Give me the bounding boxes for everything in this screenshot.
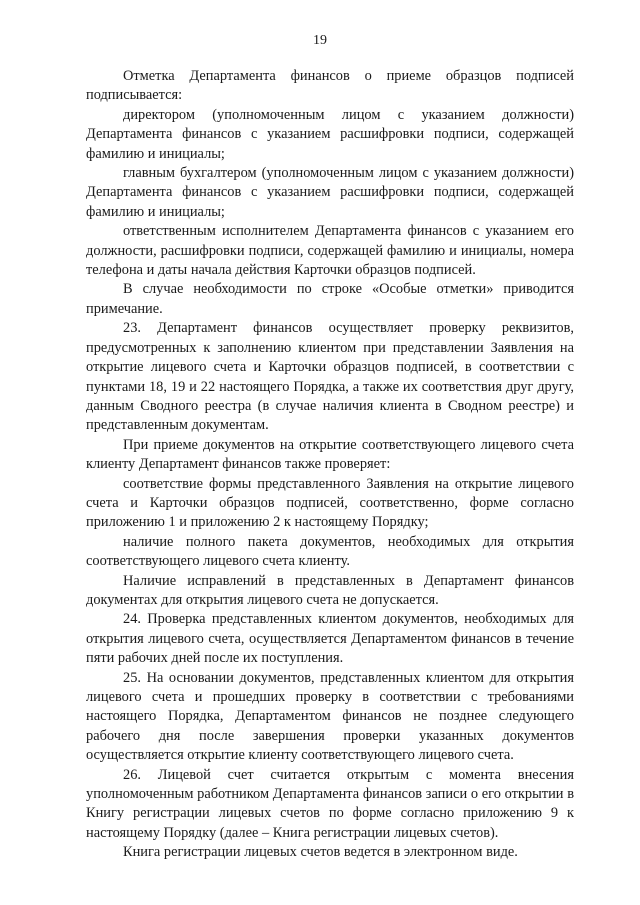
paragraph: Отметка Департамента финансов о приеме образцов подписей подписывается: [86,68,574,104]
paragraph: 25. На основании документов, представленных клиентом для открытия лицевого счета и прошедших проверку в соответствии с требованиями настоящего Порядка, Департаментом финансов не позднее следующего рабочего дня после завершения проверки указанных документов осуществляется открытие клиенту соответствующего лицевого счета. [86,669,574,764]
page-number: 19 [313,33,327,48]
paragraph: 24. Проверка представленных клиентом документов, необходимых для открытия лицевого счета, осуществляется Департаментом финансов в течение пяти рабочих дней после их поступления. [86,611,574,667]
paragraph: наличие полного пакета документов, необходимых для открытия соответствующего лицевого счета клиенту. [86,533,574,570]
paragraph: соответствие формы представленного Заявления на открытие лицевого счета и Карточки образцов подписей, соответственно, форме согласно приложению 1 и приложению 2 к настоящему Порядку; [86,475,574,531]
paragraph: Книга регистрации лицевых счетов ведется в электронном виде. [123,844,518,861]
paragraph: директором (уполномоченным лицом с указанием должности) Департамента финансов с указанием расшифровки подписи, содержащей фамилию и инициалы; [86,106,574,162]
paragraph: При приеме документов на открытие соответствующего лицевого счета клиенту Департамент финансов также проверяет: [86,436,574,473]
paragraph: В случае необходимости по строке «Особые отметки» приводится примечание. [86,281,574,317]
paragraph: 26. Лицевой счет считается открытым с момента внесения уполномоченным работником Департамента финансов записи о его открытии в Книгу регистрации лицевых счетов по форме согласно приложению 9 к настоящему Порядку (далее – Книга регистрации лицевых счетов). [86,766,574,841]
paragraph: Наличие исправлений в представленных в Департамент финансов документах для открытия лицевого счета не допускается. [86,572,574,608]
document-body [86,67,574,863]
paragraph: 23. Департамент финансов осуществляет проверку реквизитов, предусмотренных к заполнению клиентом при представлении Заявления на открытие лицевого счета и Карточки образцов подписей, в соответствии с пунктами 18, 19 и 22 настоящего Порядка, а также их соответствия друг другу, данным Сводного реестра (в случае наличия клиента в Сводном реестре) и представленным документам. [86,320,574,434]
paragraph: ответственным исполнителем Департамента финансов с указанием его должности, расшифровки подписи, содержащей фамилию и инициалы, номера телефона и даты начала действия Карточки образцов подписей. [86,223,574,279]
paragraph: главным бухгалтером (уполномоченным лицом с указанием должности) Департамента финансов с указанием расшифровки подписи, содержащей фамилию и инициалы; [86,165,574,220]
